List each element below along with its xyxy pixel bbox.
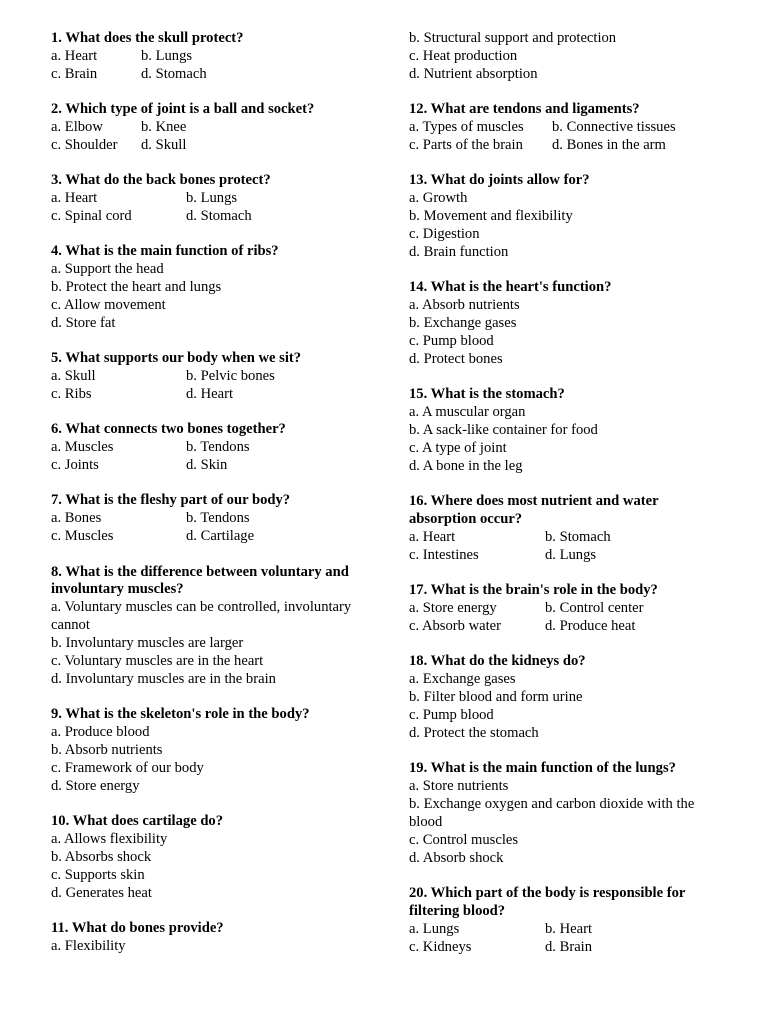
answer-option: d. Cartilage [186, 528, 255, 545]
question-text: What is the fleshy part of our body? [65, 492, 291, 509]
question-title [409, 760, 729, 778]
question-text: What is the main function of the lungs? [430, 760, 676, 777]
answer-option: d. Bones in the arm [552, 136, 666, 153]
question-title [409, 885, 729, 921]
question-number: 19. [409, 760, 428, 777]
question-number: 12. [409, 101, 428, 118]
answer-options [409, 778, 729, 868]
answer-option: d. Stomach [186, 208, 252, 225]
answer-option: c. Shoulder [51, 136, 118, 153]
question-block [51, 813, 381, 903]
answer-options [409, 297, 729, 369]
answer-option: c. Pump blood [409, 332, 494, 349]
question-title [51, 706, 381, 724]
answer-option: d. Brain function [409, 243, 509, 260]
question-block [409, 279, 729, 369]
answer-option: b. Protect the heart and lungs [51, 279, 222, 296]
answer-option: c. Pump blood [409, 706, 494, 723]
question-number: 10. [51, 813, 70, 830]
answer-option: d. Brain [545, 938, 593, 955]
answer-options [51, 831, 381, 903]
answer-options [409, 921, 729, 957]
answer-option: a. Bones [51, 510, 102, 527]
answer-option: b. Structural support and protection [409, 30, 617, 46]
right-column [409, 30, 729, 974]
answer-option: c. Brain [51, 65, 98, 82]
question-block [51, 564, 381, 689]
answer-options [51, 119, 381, 155]
answer-options [51, 368, 381, 404]
answer-option: d. Skin [186, 457, 228, 474]
question-block [51, 101, 381, 155]
answer-option: d. Absorb shock [409, 849, 504, 866]
question-number: 1. [51, 30, 62, 46]
question-text: Which part of the body is responsible for filtering blood? [409, 884, 686, 919]
question-text: What do the kidneys do? [430, 653, 586, 670]
question-block [51, 172, 381, 226]
question-block [409, 172, 729, 262]
question-text: What are tendons and ligaments? [430, 101, 640, 118]
answer-option: a. Heart [51, 47, 98, 64]
answer-option: b. Heart [545, 920, 593, 937]
answer-options [51, 190, 381, 226]
answer-option: a. Heart [409, 528, 456, 545]
question-text: What is the difference between voluntary and involuntary muscles? [51, 563, 349, 598]
answer-option: b. Involuntary muscles are larger [51, 635, 244, 652]
left-column [51, 30, 381, 973]
answer-option: b. Exchange oxygen and carbon dioxide with the blood [409, 795, 695, 830]
question-block [409, 101, 729, 155]
answer-options [51, 48, 381, 84]
question-title [409, 279, 729, 297]
question-title [51, 920, 381, 938]
answer-option: a. A muscular organ [409, 403, 526, 420]
question-text: What do joints allow for? [430, 172, 590, 189]
question-title [51, 564, 381, 600]
answer-options [51, 439, 381, 475]
question-title [51, 243, 381, 261]
answer-option: c. Framework of our body [51, 760, 204, 777]
question-text: What does cartilage do? [72, 813, 224, 830]
answer-option: c. Voluntary muscles are in the heart [51, 653, 264, 670]
answer-option: a. Heart [51, 190, 98, 207]
question-block [51, 243, 381, 333]
question-text: What is the heart's function? [430, 279, 612, 296]
question-title [51, 101, 381, 119]
answer-option: b. Exchange gases [409, 314, 517, 331]
question-title [409, 172, 729, 190]
answer-option: c. Control muscles [409, 831, 519, 848]
question-title [51, 421, 381, 439]
answer-option: b. Absorb nutrients [51, 742, 163, 759]
question-number: 6. [51, 421, 62, 438]
question-number: 11. [51, 920, 69, 937]
question-text: What is the skeleton's role in the body? [65, 706, 310, 723]
question-block [51, 350, 381, 404]
question-text: What do bones provide? [71, 920, 224, 937]
question-title [51, 172, 381, 190]
question-title [409, 386, 729, 404]
answer-option: d. Generates heat [51, 884, 152, 901]
answer-option: d. Nutrient absorption [409, 65, 538, 82]
answer-option: b. Lungs [186, 190, 238, 207]
answer-option: d. A bone in the leg [409, 457, 523, 474]
answer-option: a. Types of muscles [409, 119, 524, 136]
answer-option: c. Absorb water [409, 617, 501, 634]
question-number: 17. [409, 582, 428, 598]
answer-options [409, 671, 729, 743]
question-title [51, 30, 381, 48]
answer-option: a. Store energy [409, 599, 497, 616]
question-block [409, 582, 729, 636]
answer-option: d. Protect bones [409, 350, 503, 367]
question-number: 13. [409, 172, 428, 189]
question-block [51, 30, 381, 84]
question-text: Which type of joint is a ball and socket? [65, 101, 315, 118]
answer-option: a. Flexibility [51, 938, 126, 955]
answer-option: d. Heart [186, 386, 234, 403]
answer-options [51, 261, 381, 333]
answer-option: a. Allows flexibility [51, 831, 168, 848]
answer-options [51, 724, 381, 796]
question-text: What do the back bones protect? [65, 172, 271, 189]
question-number: 14. [409, 279, 428, 296]
answer-option: c. Heat production [409, 47, 518, 64]
answer-options [51, 938, 381, 956]
answer-option: b. Stomach [545, 528, 611, 545]
question-number: 2. [51, 101, 62, 118]
answer-option: d. Produce heat [545, 617, 636, 634]
answer-option: c. A type of joint [409, 439, 507, 456]
answer-option: d. Protect the stomach [409, 724, 539, 741]
answer-option: b. Pelvic bones [186, 368, 275, 385]
question-text: What does the skull protect? [65, 30, 244, 46]
answer-option: c. Spinal cord [51, 208, 132, 225]
question-number: 9. [51, 706, 62, 723]
question-number: 16. [409, 492, 428, 509]
question-number: 20. [409, 884, 428, 901]
answer-option: b. Movement and flexibility [409, 208, 573, 225]
answer-options [409, 190, 729, 262]
answer-option: b. Lungs [141, 47, 193, 64]
answer-option: c. Digestion [409, 225, 480, 242]
answer-option: a. Muscles [51, 439, 114, 456]
question-number: 18. [409, 653, 428, 670]
answer-options [409, 404, 729, 476]
answer-option: a. Elbow [51, 119, 103, 136]
answer-option: a. Exchange gases [409, 671, 516, 688]
question-text: What is the stomach? [430, 386, 565, 403]
answer-option: d. Store fat [51, 314, 116, 331]
question-number: 7. [51, 492, 62, 509]
question-number: 15. [409, 386, 428, 403]
answer-option: b. Tendons [186, 439, 250, 456]
answer-option: b. Tendons [186, 510, 250, 527]
answer-option: a. Absorb nutrients [409, 297, 520, 314]
question-block [51, 920, 381, 956]
question-text: What supports our body when we sit? [65, 350, 302, 367]
question-number: 3. [51, 172, 62, 189]
answer-option: a. Growth [409, 190, 468, 207]
question-number: 4. [51, 243, 62, 260]
answer-option: d. Skull [141, 136, 187, 153]
answer-option: d. Stomach [141, 65, 207, 82]
question-title [409, 653, 729, 671]
answer-options [409, 600, 729, 636]
question-text: What is the main function of ribs? [65, 243, 279, 260]
answer-options [51, 599, 381, 689]
answer-option: a. Support the head [51, 261, 164, 278]
question-block [51, 706, 381, 796]
question-block [409, 493, 729, 565]
question-block-continued [409, 30, 729, 84]
answer-option: d. Lungs [545, 546, 597, 563]
question-title [409, 101, 729, 119]
answer-options [51, 510, 381, 546]
question-block [51, 421, 381, 475]
answer-option: b. Knee [141, 119, 187, 136]
question-number: 8. [51, 563, 62, 580]
question-title [409, 493, 729, 529]
answer-option: c. Ribs [51, 386, 92, 403]
question-block [51, 492, 381, 546]
answer-option: b. Control center [545, 599, 644, 616]
answer-option: c. Joints [51, 457, 99, 474]
question-title [51, 350, 381, 368]
answer-option: c. Supports skin [51, 866, 145, 883]
answer-option: d. Involuntary muscles are in the brain [51, 671, 276, 688]
answer-option: a. Store nutrients [409, 777, 509, 794]
question-block [409, 653, 729, 743]
answer-options [409, 119, 729, 155]
question-text: Where does most nutrient and water absorption occur? [409, 492, 659, 527]
question-title [51, 813, 381, 831]
answer-option: c. Muscles [51, 528, 114, 545]
answer-option: d. Store energy [51, 777, 140, 794]
answer-option: c. Allow movement [51, 297, 166, 314]
question-text: What is the brain's role in the body? [430, 582, 658, 598]
answer-option: c. Kidneys [409, 938, 472, 955]
question-block [409, 386, 729, 476]
answer-options [409, 30, 729, 84]
answer-options [409, 529, 729, 565]
answer-option: b. Connective tissues [552, 119, 676, 136]
question-title [409, 582, 729, 600]
question-text: What connects two bones together? [65, 421, 286, 438]
answer-option: a. Skull [51, 368, 96, 385]
answer-option: c. Intestines [409, 546, 479, 563]
question-title [51, 492, 381, 510]
question-block [409, 885, 729, 957]
question-block [409, 760, 729, 867]
answer-option: a. Voluntary muscles can be controlled, involuntary cannot [51, 599, 352, 634]
answer-option: b. Filter blood and form urine [409, 688, 583, 705]
question-number: 5. [51, 350, 62, 367]
answer-option: b. Absorbs shock [51, 849, 152, 866]
answer-option: b. A sack-like container for food [409, 421, 598, 438]
answer-option: c. Parts of the brain [409, 136, 523, 153]
answer-option: a. Lungs [409, 920, 460, 937]
answer-option: a. Produce blood [51, 724, 150, 741]
